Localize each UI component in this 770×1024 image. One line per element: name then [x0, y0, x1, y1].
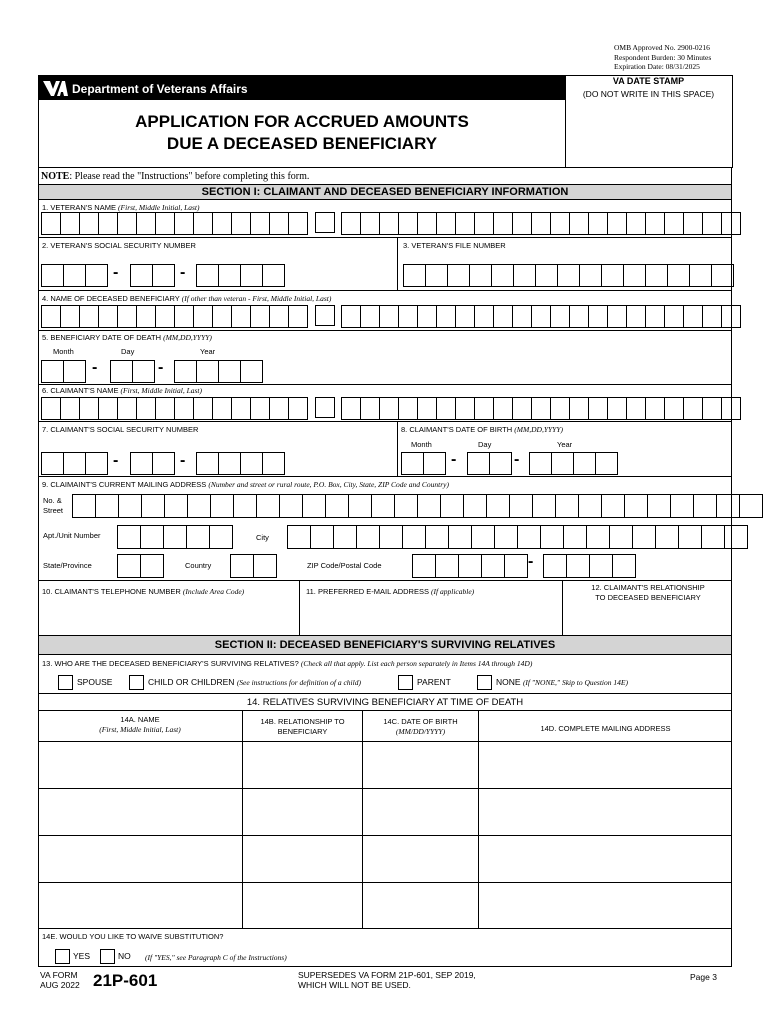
footer-supersedes-line2: WHICH WILL NOT BE USED. [298, 980, 411, 990]
field2-label: 2. VETERAN'S SOCIAL SECURITY NUMBER [42, 241, 196, 250]
field4-hint: (If other than veteran - First, Middle Initial, Last) [181, 294, 332, 303]
field12-line1: 12. CLAIMANT'S RELATIONSHIP [591, 583, 705, 592]
col-b-header [243, 717, 362, 737]
f5-day-label: Day [121, 347, 135, 356]
field7-label: 7. CLAIMANT'S SOCIAL SECURITY NUMBER [42, 425, 199, 434]
parent-checkbox[interactable] [398, 675, 413, 690]
none-checkbox[interactable] [477, 675, 492, 690]
claimant-ssn-part3[interactable] [196, 452, 284, 475]
cssn-dash-2: - [180, 452, 186, 469]
veteran-file-number-boxes[interactable] [403, 264, 733, 287]
table-row[interactable] [39, 789, 731, 834]
omb-approved: OMB Approved No. 2900-0216 [614, 43, 710, 52]
dod-dash-2: - [158, 359, 164, 376]
claimant-ssn-part1[interactable] [41, 452, 107, 475]
street-address-boxes[interactable] [72, 494, 762, 518]
veteran-middle-initial-box[interactable] [315, 212, 335, 233]
death-month-boxes[interactable] [41, 360, 85, 383]
waive-yes-checkbox[interactable] [55, 949, 70, 964]
claimant-last-name-boxes[interactable] [341, 397, 740, 420]
date-stamp-note: (DO NOT WRITE IN THIS SPACE) [582, 89, 715, 99]
agency-name: Department of Veterans Affairs [72, 82, 248, 96]
spouse-label: SPOUSE [77, 677, 113, 687]
waive-no-checkbox[interactable] [100, 949, 115, 964]
child-hint: (See instructions for definition of a child) [236, 678, 361, 687]
none-label [496, 677, 628, 687]
parent-label: PARENT [417, 677, 451, 687]
footer-va-form-label: VA FORM [40, 970, 78, 980]
col-b-line1: 14B. RELATIONSHIP TO [260, 717, 345, 726]
field8-label-text: 8. CLAIMANT'S DATE OF BIRTH [401, 425, 513, 434]
col-d-header: 14D. COMPLETE MAILING ADDRESS [540, 724, 671, 733]
death-day-boxes[interactable] [110, 360, 154, 383]
f5-year-label: Year [200, 347, 216, 356]
f5-month-label: Month [53, 347, 74, 356]
claimant-ssn-part2[interactable] [130, 452, 174, 475]
omb-burden: Respondent Burden: 30 Minutes [614, 52, 712, 62]
col-c-line1: 14C. DATE OF BIRTH [383, 717, 458, 726]
note [41, 171, 309, 182]
footer-date: AUG 2022 [40, 980, 80, 990]
apt-number-boxes[interactable] [117, 525, 232, 549]
field6-hint: (First, Middle Initial, Last) [120, 386, 203, 395]
va-seal-icon [42, 78, 68, 98]
table-row[interactable] [39, 836, 731, 881]
field6-label [42, 386, 202, 395]
q14e-label: 14E. WOULD YOU LIKE TO WAIVE SUBSTITUTION? [42, 932, 224, 941]
veteran-last-name-boxes[interactable] [341, 212, 740, 235]
no-street-line2: Street [43, 506, 64, 515]
zip-dash: - [528, 553, 534, 570]
none-hint: (If "NONE," Skip to Question 14E) [522, 678, 628, 687]
zip-code-boxes[interactable] [412, 554, 527, 578]
date-stamp-area [566, 100, 731, 167]
field9-label [42, 480, 449, 489]
ssn-dash-2: - [180, 264, 186, 281]
dob-dash-1: - [451, 451, 457, 468]
veteran-first-name-boxes[interactable] [41, 212, 307, 235]
table-row[interactable] [39, 742, 731, 787]
date-stamp-title: VA DATE STAMP [612, 76, 685, 86]
form-title-line1: APPLICATION FOR ACCRUED AMOUNTS [135, 112, 469, 131]
email-input[interactable] [301, 600, 560, 633]
zip-extension-boxes[interactable] [543, 554, 635, 578]
apt-label: Apt./Unit Number [43, 531, 101, 540]
birth-day-boxes[interactable] [467, 452, 511, 475]
field1-label [42, 203, 200, 212]
footer-va-form [40, 970, 80, 990]
no-street-label [43, 496, 63, 516]
spouse-checkbox[interactable] [58, 675, 73, 690]
q14-title: 14. RELATIVES SURVIVING BENEFICIARY AT TIME OF DEATH [246, 697, 524, 708]
telephone-input[interactable] [40, 600, 297, 633]
birth-month-boxes[interactable] [401, 452, 445, 475]
field9-label-text: 9. CLAIMAINT'S CURRENT MAILING ADDRESS [42, 480, 207, 489]
footer-supersedes-line1: SUPERSEDES VA FORM 21P-601, SEP 2019, [298, 970, 476, 980]
city-boxes[interactable] [287, 525, 747, 549]
beneficiary-last-name-boxes[interactable] [341, 305, 740, 328]
dod-dash-1: - [92, 359, 98, 376]
no-street-line1: No. & [43, 496, 62, 505]
dob-dash-2: - [514, 451, 520, 468]
state-boxes[interactable] [117, 554, 163, 578]
f8-month-label: Month [411, 440, 432, 449]
footer-form-number: 21P-601 [93, 971, 158, 990]
ssn-dash-1: - [113, 264, 119, 281]
none-label-text: NONE [496, 677, 521, 687]
child-label-text: CHILD OR CHILDREN [148, 677, 235, 687]
col-a-hint: (First, Middle Initial, Last) [99, 725, 181, 734]
beneficiary-middle-initial-box[interactable] [315, 305, 335, 326]
field3-label: 3. VETERAN'S FILE NUMBER [403, 241, 506, 250]
field5-label [42, 333, 212, 342]
field1-hint: (First, Middle Initial, Last) [118, 203, 200, 212]
f8-year-label: Year [557, 440, 573, 449]
child-checkbox[interactable] [129, 675, 144, 690]
section1-title: SECTION I: CLAIMANT AND DECEASED BENEFICIARY INFORMATION [38, 184, 732, 200]
child-label [148, 677, 361, 687]
state-label: State/Province [43, 561, 92, 570]
note-text: : Please read the "Instructions" before completing this form. [69, 171, 310, 182]
field10-label-text: 10. CLAIMANT'S TELEPHONE NUMBER [42, 587, 181, 596]
field5-label-text: 5. BENEFICIARY DATE OF DEATH [42, 333, 162, 342]
note-label: NOTE [41, 171, 70, 182]
field11-hint: (If applicable) [431, 587, 475, 596]
field4-label [42, 294, 331, 303]
col-c-header [363, 717, 478, 737]
field9-hint: (Number and street or rural route, P.O. Box, City, State, ZIP Code and Country) [208, 480, 449, 489]
field10-hint: (Include Area Code) [182, 587, 245, 596]
col-a-title: 14A. NAME [120, 715, 160, 724]
field12-line2: TO DECEASED BENEFICIARY [595, 593, 701, 602]
q13-text: 13. WHO ARE THE DECEASED BENEFICIARY'S SURVIVING RELATIVES? [42, 659, 299, 668]
death-year-boxes[interactable] [174, 360, 262, 383]
footer-page: Page 3 [690, 972, 717, 982]
field11-label [306, 587, 474, 596]
field4-label-text: 4. NAME OF DECEASED BENEFICIARY [42, 294, 180, 303]
birth-year-boxes[interactable] [529, 452, 617, 475]
field10-label [42, 587, 244, 596]
city-label: City [256, 533, 269, 542]
field12-label [566, 583, 730, 603]
veteran-ssn-part3[interactable] [196, 264, 284, 287]
omb-expiration: Expiration Date: 08/31/2025 [614, 62, 700, 71]
col-b-line2: BENEFICIARY [277, 727, 328, 736]
f8-day-label: Day [478, 440, 492, 449]
q13-label [42, 659, 532, 668]
table-row[interactable] [39, 883, 731, 927]
omb-info [614, 43, 711, 72]
field6-label-text: 6. CLAIMANT'S NAME [42, 386, 119, 395]
footer-supersedes [298, 970, 476, 990]
field8-label [401, 425, 563, 434]
waive-yes-label: YES [73, 951, 91, 961]
cssn-dash-1: - [113, 452, 119, 469]
form-title-line2: DUE A DECEASED BENEFICIARY [166, 134, 438, 153]
relationship-input[interactable] [564, 606, 730, 633]
country-boxes[interactable] [230, 554, 276, 578]
field11-label-text: 11. PREFERRED E-MAIL ADDRESS [306, 587, 429, 596]
col-a-header [38, 715, 242, 735]
field8-hint: (MM,DD,YYYY) [514, 425, 564, 434]
field1-label-text: 1. VETERAN'S NAME [42, 203, 116, 212]
waive-no-label: NO [118, 951, 131, 961]
q13-hint: (Check all that apply. List each person separately in Items 14A through 14D) [300, 659, 533, 668]
claimant-first-name-boxes[interactable] [41, 397, 307, 420]
veteran-ssn-part2[interactable] [130, 264, 174, 287]
waive-yes-hint: (If "YES," see Paragraph C of the Instructions) [145, 953, 287, 962]
field5-hint: (MM,DD,YYYY) [163, 333, 212, 342]
claimant-middle-initial-box[interactable] [315, 397, 335, 418]
beneficiary-first-name-boxes[interactable] [41, 305, 307, 328]
col-c-line2: (MM/DD/YYYY) [395, 727, 446, 736]
zip-label: ZIP Code/Postal Code [307, 561, 382, 570]
country-label: Country [185, 561, 212, 570]
section2-title: SECTION II: DECEASED BENEFICIARY'S SURVIVING RELATIVES [38, 635, 732, 655]
veteran-ssn-part1[interactable] [41, 264, 107, 287]
